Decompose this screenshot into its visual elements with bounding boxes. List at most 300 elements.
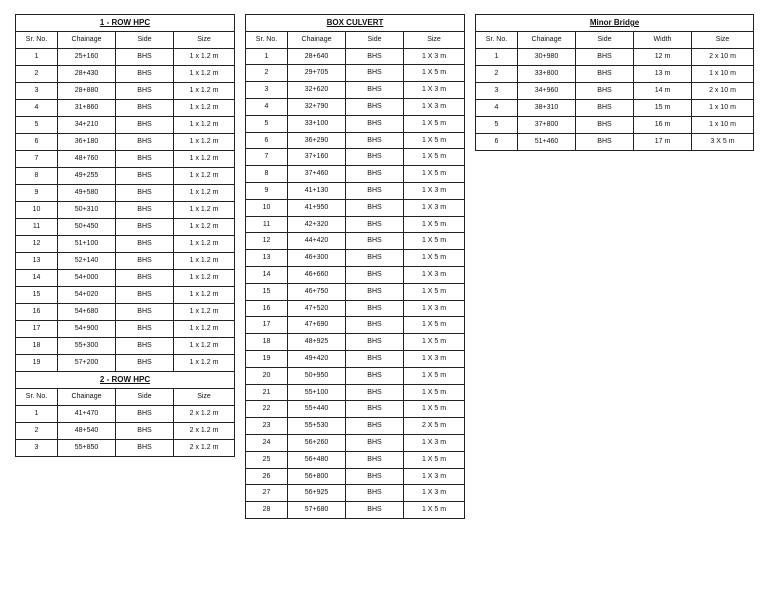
cell-chainage: 41+950: [288, 199, 346, 216]
cell-size: 1 x 1.2 m: [174, 66, 235, 83]
cell-sr-no: 7: [246, 149, 288, 166]
cell-side: BHS: [346, 283, 404, 300]
cell-width: 17 m: [634, 134, 692, 151]
table-row: [246, 283, 465, 300]
cell-sr-no: 2: [16, 66, 58, 83]
cell-chainage: 25+160: [58, 49, 116, 66]
col-size: Size: [174, 389, 235, 406]
cell-sr-no: 6: [246, 132, 288, 149]
cell-chainage: 50+450: [58, 219, 116, 236]
cell-sr-no: 3: [476, 83, 518, 100]
cell-side: BHS: [116, 66, 174, 83]
cell-sr-no: 12: [246, 233, 288, 250]
cell-side: BHS: [116, 406, 174, 423]
cell-sr-no: 28: [246, 502, 288, 519]
cell-chainage: 54+680: [58, 304, 116, 321]
cell-chainage: 47+690: [288, 317, 346, 334]
cell-sr-no: 15: [246, 283, 288, 300]
table-row: [246, 367, 465, 384]
cell-sr-no: 19: [246, 350, 288, 367]
cell-size: 1 X 5 m: [404, 216, 465, 233]
cell-sr-no: 15: [16, 287, 58, 304]
table-row: [246, 199, 465, 216]
cell-chainage: 57+200: [58, 355, 116, 372]
col-chainage: Chainage: [58, 32, 116, 49]
cell-chainage: 36+290: [288, 132, 346, 149]
table-row: [246, 82, 465, 99]
cell-sr-no: 6: [16, 134, 58, 151]
cell-side: BHS: [116, 338, 174, 355]
table-row: [16, 185, 235, 202]
cell-chainage: 37+460: [288, 166, 346, 183]
cell-chainage: 57+680: [288, 502, 346, 519]
cell-chainage: 41+470: [58, 406, 116, 423]
cell-chainage: 28+880: [58, 83, 116, 100]
col-side: Side: [576, 32, 634, 49]
table-row: [246, 98, 465, 115]
cell-size: 1 X 5 m: [404, 384, 465, 401]
cell-size: 1 X 5 m: [404, 250, 465, 267]
cell-side: BHS: [116, 202, 174, 219]
cell-sr-no: 17: [246, 317, 288, 334]
cell-chainage: 48+925: [288, 334, 346, 351]
cell-size: 2 x 10 m: [692, 49, 754, 66]
table-row: [16, 83, 235, 100]
table-row: [16, 253, 235, 270]
hpc-1-row-body: [16, 49, 235, 372]
cell-size: 1 X 3 m: [404, 82, 465, 99]
cell-side: BHS: [346, 485, 404, 502]
table-row: [246, 317, 465, 334]
box-culvert-title: BOX CULVERT: [246, 15, 465, 32]
cell-chainage: 38+310: [518, 100, 576, 117]
cell-size: 1 x 1.2 m: [174, 49, 235, 66]
table-row: [246, 149, 465, 166]
table-row: [246, 300, 465, 317]
cell-sr-no: 8: [246, 166, 288, 183]
cell-chainage: 30+980: [518, 49, 576, 66]
table-row: [16, 66, 235, 83]
col-chainage: Chainage: [288, 31, 346, 48]
cell-side: BHS: [346, 434, 404, 451]
table-row: [246, 132, 465, 149]
cell-chainage: 32+790: [288, 98, 346, 115]
cell-side: BHS: [576, 134, 634, 151]
cell-width: 12 m: [634, 49, 692, 66]
cell-side: BHS: [346, 266, 404, 283]
cell-side: BHS: [346, 300, 404, 317]
cell-size: 1 X 5 m: [404, 334, 465, 351]
cell-side: BHS: [346, 384, 404, 401]
cell-chainage: 56+925: [288, 485, 346, 502]
cell-chainage: 55+530: [288, 418, 346, 435]
cell-side: BHS: [116, 49, 174, 66]
table-row: [16, 355, 235, 372]
cell-size: 1 x 1.2 m: [174, 338, 235, 355]
cell-size: 1 x 1.2 m: [174, 134, 235, 151]
table-row: [16, 134, 235, 151]
cell-sr-no: 13: [246, 250, 288, 267]
table-row: [16, 49, 235, 66]
cell-sr-no: 12: [16, 236, 58, 253]
col-side: Side: [116, 389, 174, 406]
cell-size: 1 x 1.2 m: [174, 253, 235, 270]
cell-width: 13 m: [634, 66, 692, 83]
col-side: Side: [116, 32, 174, 49]
cell-sr-no: 3: [16, 440, 58, 457]
cell-side: BHS: [346, 216, 404, 233]
cell-chainage: 46+660: [288, 266, 346, 283]
cell-side: BHS: [116, 185, 174, 202]
col-sr-no: Sr. No.: [246, 31, 288, 48]
hpc-table: [15, 14, 235, 457]
hpc-1-row-header: [16, 32, 235, 49]
cell-chainage: 48+540: [58, 423, 116, 440]
cell-side: BHS: [576, 117, 634, 134]
table-row: [16, 338, 235, 355]
cell-size: 1 X 3 m: [404, 468, 465, 485]
table-row: [16, 151, 235, 168]
table-row: [476, 66, 754, 83]
cell-sr-no: 14: [16, 270, 58, 287]
table-row: [246, 418, 465, 435]
cell-width: 15 m: [634, 100, 692, 117]
cell-chainage: 36+180: [58, 134, 116, 151]
cell-chainage: 47+520: [288, 300, 346, 317]
cell-size: 1 x 1.2 m: [174, 100, 235, 117]
cell-sr-no: 23: [246, 418, 288, 435]
cell-sr-no: 4: [16, 100, 58, 117]
cell-chainage: 56+260: [288, 434, 346, 451]
cell-size: 1 X 3 m: [404, 300, 465, 317]
cell-width: 16 m: [634, 117, 692, 134]
table-row: [246, 502, 465, 519]
box-culvert-body: [246, 48, 465, 518]
table-row: [16, 100, 235, 117]
cell-sr-no: 25: [246, 451, 288, 468]
cell-sr-no: 3: [246, 82, 288, 99]
cell-sr-no: 14: [246, 266, 288, 283]
cell-size: 2 x 10 m: [692, 83, 754, 100]
cell-sr-no: 19: [16, 355, 58, 372]
table-row: [476, 117, 754, 134]
cell-side: BHS: [346, 350, 404, 367]
cell-sr-no: 9: [246, 182, 288, 199]
cell-size: 1 x 1.2 m: [174, 287, 235, 304]
table-row: [16, 219, 235, 236]
table-row: [476, 134, 754, 151]
cell-side: BHS: [346, 334, 404, 351]
cell-chainage: 28+430: [58, 66, 116, 83]
cell-size: 1 x 1.2 m: [174, 304, 235, 321]
cell-chainage: 34+210: [58, 117, 116, 134]
cell-sr-no: 1: [246, 48, 288, 65]
cell-chainage: 48+760: [58, 151, 116, 168]
cell-side: BHS: [116, 100, 174, 117]
cell-size: 2 x 1.2 m: [174, 423, 235, 440]
cell-side: BHS: [346, 401, 404, 418]
cell-sr-no: 7: [16, 151, 58, 168]
table-row: [476, 100, 754, 117]
cell-sr-no: 6: [476, 134, 518, 151]
box-culvert-header: [246, 31, 465, 48]
table-row: [246, 434, 465, 451]
cell-size: 1 X 5 m: [404, 149, 465, 166]
cell-side: BHS: [346, 182, 404, 199]
cell-side: BHS: [346, 65, 404, 82]
cell-sr-no: 10: [246, 199, 288, 216]
cell-size: 1 X 5 m: [404, 283, 465, 300]
cell-size: 1 X 5 m: [404, 451, 465, 468]
cell-side: BHS: [346, 451, 404, 468]
table-row: [476, 83, 754, 100]
cell-sr-no: 17: [16, 321, 58, 338]
table-row: [246, 334, 465, 351]
cell-side: BHS: [576, 100, 634, 117]
cell-size: 1 X 3 m: [404, 266, 465, 283]
cell-size: 1 X 3 m: [404, 48, 465, 65]
cell-sr-no: 2: [246, 65, 288, 82]
cell-size: 1 X 3 m: [404, 434, 465, 451]
cell-chainage: 54+000: [58, 270, 116, 287]
cell-sr-no: 18: [246, 334, 288, 351]
cell-size: 1 x 1.2 m: [174, 168, 235, 185]
table-row: [246, 451, 465, 468]
cell-chainage: 55+850: [58, 440, 116, 457]
cell-chainage: 56+480: [288, 451, 346, 468]
cell-sr-no: 3: [16, 83, 58, 100]
col-sr-no: Sr. No.: [16, 32, 58, 49]
box-culvert-table: [245, 14, 465, 519]
cell-chainage: 46+300: [288, 250, 346, 267]
col-sr-no: Sr. No.: [476, 32, 518, 49]
hpc-2-row-title: 2 - ROW HPC: [16, 372, 235, 389]
cell-sr-no: 5: [246, 115, 288, 132]
cell-size: 1 X 5 m: [404, 401, 465, 418]
cell-chainage: 28+640: [288, 48, 346, 65]
cell-side: BHS: [346, 149, 404, 166]
cell-sr-no: 20: [246, 367, 288, 384]
cell-side: BHS: [346, 418, 404, 435]
table-row: [246, 401, 465, 418]
cell-chainage: 37+160: [288, 149, 346, 166]
col-sr-no: Sr. No.: [16, 389, 58, 406]
cell-chainage: 33+800: [518, 66, 576, 83]
col-size: Size: [404, 31, 465, 48]
cell-side: BHS: [346, 132, 404, 149]
cell-side: BHS: [576, 83, 634, 100]
cell-sr-no: 11: [246, 216, 288, 233]
table-row: [476, 49, 754, 66]
table-row: [246, 350, 465, 367]
minor-bridge-title: Minor Bridge: [476, 15, 754, 32]
cell-side: BHS: [346, 367, 404, 384]
table-row: [16, 321, 235, 338]
cell-sr-no: 4: [476, 100, 518, 117]
cell-chainage: 46+750: [288, 283, 346, 300]
table-row: [16, 168, 235, 185]
cell-chainage: 34+960: [518, 83, 576, 100]
cell-chainage: 32+620: [288, 82, 346, 99]
cell-size: 1 X 3 m: [404, 485, 465, 502]
cell-chainage: 51+100: [58, 236, 116, 253]
table-row: [246, 384, 465, 401]
cell-size: 1 X 3 m: [404, 350, 465, 367]
col-width: Width: [634, 32, 692, 49]
table-row: [16, 406, 235, 423]
hpc-2-row-header: [16, 389, 235, 406]
cell-sr-no: 8: [16, 168, 58, 185]
cell-chainage: 55+440: [288, 401, 346, 418]
table-row: [246, 216, 465, 233]
hpc-2-row-body: [16, 406, 235, 457]
hpc-2-row-section: [16, 372, 235, 406]
cell-chainage: 33+100: [288, 115, 346, 132]
cell-side: BHS: [346, 317, 404, 334]
cell-chainage: 56+800: [288, 468, 346, 485]
cell-chainage: 55+100: [288, 384, 346, 401]
table-row: [16, 202, 235, 219]
cell-chainage: 52+140: [58, 253, 116, 270]
cell-size: 1 X 5 m: [404, 132, 465, 149]
cell-sr-no: 13: [16, 253, 58, 270]
cell-side: BHS: [116, 117, 174, 134]
cell-size: 1 x 1.2 m: [174, 83, 235, 100]
cell-chainage: 54+020: [58, 287, 116, 304]
cell-size: 1 X 5 m: [404, 166, 465, 183]
cell-sr-no: 1: [16, 406, 58, 423]
cell-chainage: 31+860: [58, 100, 116, 117]
cell-side: BHS: [116, 219, 174, 236]
cell-size: 2 x 1.2 m: [174, 440, 235, 457]
cell-side: BHS: [116, 168, 174, 185]
cell-size: 1 x 1.2 m: [174, 151, 235, 168]
hpc-1-row-title: 1 - ROW HPC: [16, 15, 235, 32]
cell-size: 3 X 5 m: [692, 134, 754, 151]
cell-side: BHS: [346, 48, 404, 65]
cell-side: BHS: [116, 287, 174, 304]
cell-side: BHS: [346, 199, 404, 216]
cell-side: BHS: [346, 166, 404, 183]
cell-chainage: 51+460: [518, 134, 576, 151]
cell-size: 1 X 5 m: [404, 115, 465, 132]
hpc-1-row-section: [16, 15, 235, 49]
table-row: [16, 287, 235, 304]
cell-sr-no: 1: [476, 49, 518, 66]
cell-side: BHS: [116, 253, 174, 270]
cell-size: 1 x 10 m: [692, 117, 754, 134]
cell-side: BHS: [346, 468, 404, 485]
cell-side: BHS: [116, 134, 174, 151]
cell-size: 1 x 1.2 m: [174, 219, 235, 236]
cell-sr-no: 24: [246, 434, 288, 451]
cell-side: BHS: [116, 270, 174, 287]
table-row: [246, 468, 465, 485]
col-size: Size: [174, 32, 235, 49]
cell-sr-no: 4: [246, 98, 288, 115]
cell-size: 1 X 5 m: [404, 233, 465, 250]
table-row: [16, 236, 235, 253]
cell-sr-no: 21: [246, 384, 288, 401]
cell-size: 1 X 3 m: [404, 199, 465, 216]
cell-size: 1 X 3 m: [404, 182, 465, 199]
cell-size: 1 X 3 m: [404, 98, 465, 115]
table-row: [246, 48, 465, 65]
minor-bridge-header: [476, 32, 754, 49]
cell-size: 1 x 10 m: [692, 66, 754, 83]
col-chainage: Chainage: [58, 389, 116, 406]
cell-chainage: 37+800: [518, 117, 576, 134]
cell-sr-no: 16: [16, 304, 58, 321]
cell-sr-no: 11: [16, 219, 58, 236]
cell-size: 2 X 5 m: [404, 418, 465, 435]
table-row: [16, 270, 235, 287]
cell-side: BHS: [116, 83, 174, 100]
table-row: [16, 304, 235, 321]
cell-side: BHS: [116, 440, 174, 457]
cell-sr-no: 9: [16, 185, 58, 202]
cell-sr-no: 16: [246, 300, 288, 317]
cell-side: BHS: [346, 250, 404, 267]
cell-chainage: 42+320: [288, 216, 346, 233]
cell-sr-no: 5: [476, 117, 518, 134]
cell-size: 1 x 1.2 m: [174, 202, 235, 219]
cell-size: 1 x 1.2 m: [174, 117, 235, 134]
cell-side: BHS: [576, 49, 634, 66]
cell-chainage: 44+420: [288, 233, 346, 250]
cell-chainage: 50+310: [58, 202, 116, 219]
cell-size: 1 X 5 m: [404, 65, 465, 82]
cell-side: BHS: [116, 236, 174, 253]
cell-side: BHS: [346, 98, 404, 115]
table-row: [246, 65, 465, 82]
table-row: [246, 485, 465, 502]
cell-size: 1 x 1.2 m: [174, 321, 235, 338]
cell-sr-no: 5: [16, 117, 58, 134]
cell-side: BHS: [346, 82, 404, 99]
cell-size: 2 x 1.2 m: [174, 406, 235, 423]
table-row: [246, 182, 465, 199]
cell-side: BHS: [116, 355, 174, 372]
table-row: [246, 115, 465, 132]
col-size: Size: [692, 32, 754, 49]
cell-sr-no: 2: [16, 423, 58, 440]
cell-chainage: 55+300: [58, 338, 116, 355]
cell-sr-no: 22: [246, 401, 288, 418]
table-row: [16, 440, 235, 457]
cell-size: 1 x 1.2 m: [174, 236, 235, 253]
cell-size: 1 x 1.2 m: [174, 270, 235, 287]
cell-chainage: 49+580: [58, 185, 116, 202]
cell-side: BHS: [346, 502, 404, 519]
table-row: [246, 233, 465, 250]
cell-size: 1 X 5 m: [404, 367, 465, 384]
cell-sr-no: 10: [16, 202, 58, 219]
col-side: Side: [346, 31, 404, 48]
cell-side: BHS: [116, 423, 174, 440]
cell-sr-no: 2: [476, 66, 518, 83]
cell-chainage: 41+130: [288, 182, 346, 199]
cell-size: 1 X 5 m: [404, 317, 465, 334]
cell-side: BHS: [116, 321, 174, 338]
cell-size: 1 x 10 m: [692, 100, 754, 117]
cell-side: BHS: [346, 233, 404, 250]
cell-side: BHS: [576, 66, 634, 83]
cell-size: 1 X 5 m: [404, 502, 465, 519]
cell-chainage: 49+420: [288, 350, 346, 367]
cell-chainage: 29+705: [288, 65, 346, 82]
cell-side: BHS: [116, 304, 174, 321]
